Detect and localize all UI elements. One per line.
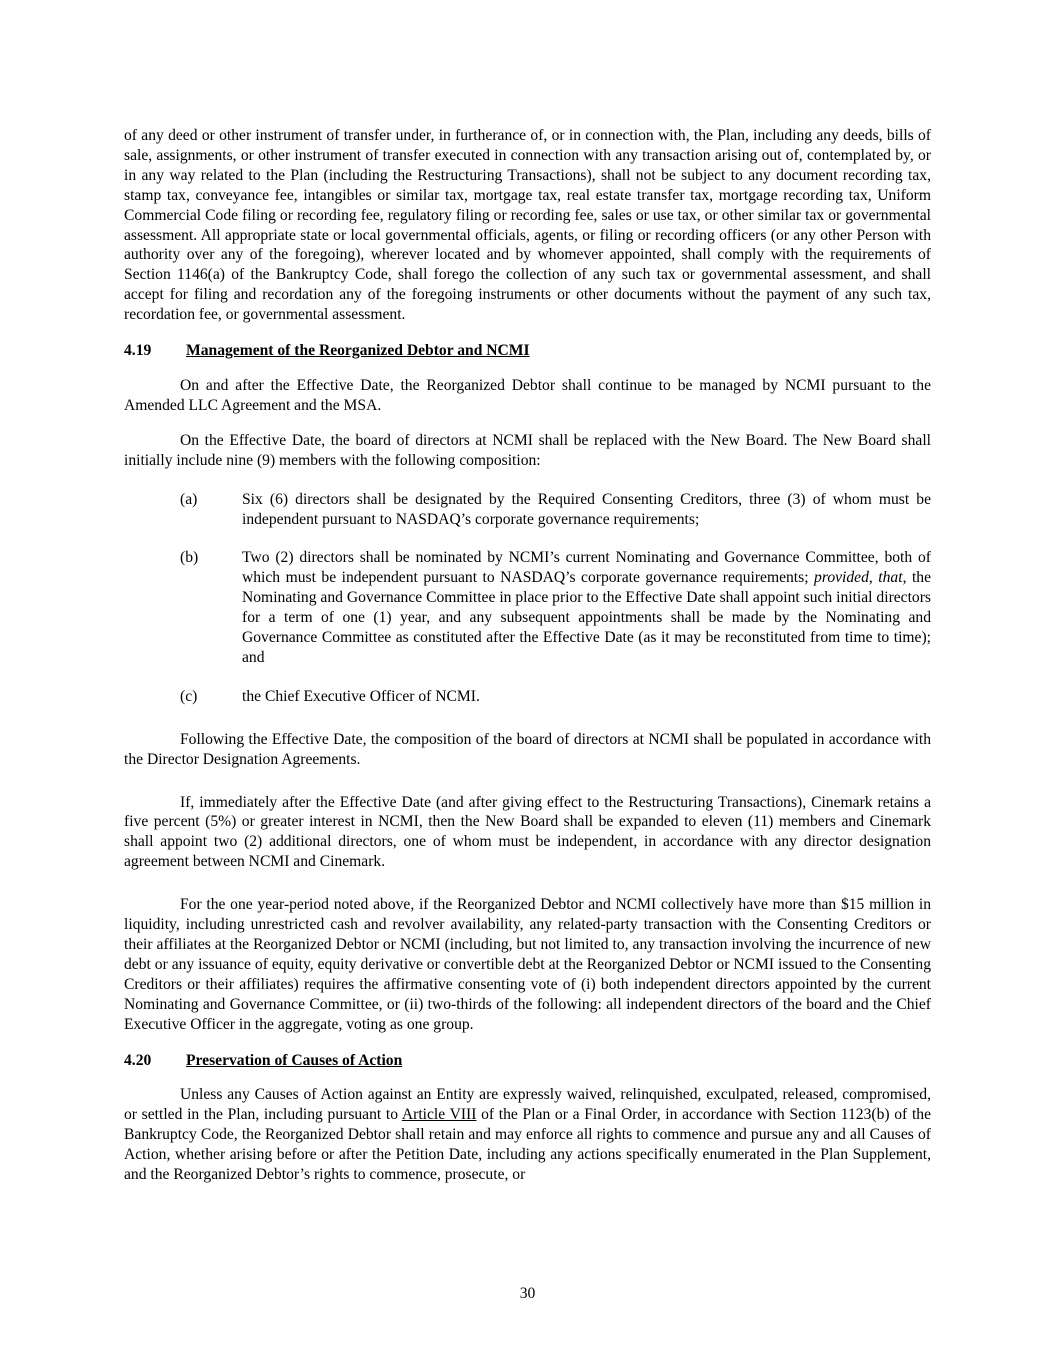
section-heading-4-20 xyxy=(124,1051,931,1071)
italic-term: provided xyxy=(814,569,869,587)
paragraph-following-effective-date: Following the Effective Date, the composition of the board of directors at NCMI shall be populated in accordance with the Director Designation Agreements. xyxy=(124,730,931,768)
list-item xyxy=(124,490,931,530)
list-item-text: the Chief Executive Officer of NCMI. xyxy=(242,687,480,705)
board-composition-list xyxy=(124,490,931,707)
section-number: 4.20 xyxy=(124,1051,152,1069)
list-item-text: Two (2) directors shall be nominated by NCMI’s current Nominating and Governance Committee, both of which must be independent pursuant to NASDAQ’s corporate governance requirements; provided, that, the Nominating and Governance Committee in place prior to the Effective Date shall appoint such initial directors for a term of one (1) year, and any subsequent appointments shall be made by the Nominating and Governance Committee as constituted after the Effective Date (as it may be reconstituted from time to time); and xyxy=(242,549,932,666)
paragraph-new-board: On the Effective Date, the board of directors at NCMI shall be replaced with the New Board. The New Board shall initially include nine (9) members with the following composition: xyxy=(124,431,931,469)
article-reference: Article VIII xyxy=(401,1106,477,1124)
paragraph-cinemark: If, immediately after the Effective Date (and after giving effect to the Restructuring Transactions), Cinemark retains a five percent (5%) or greater interest in NCMI, then the New Board shall be expanded to eleven (11) members and Cinemark shall appoint two (2) additional directors, one of whom must be independent, in accordance with any director designation agreement between NCMI and Cinemark. xyxy=(124,793,931,871)
page-number: 30 xyxy=(519,1285,536,1302)
paragraph-management: On and after the Effective Date, the Reorganized Debtor shall continue to be managed by NCMI pursuant to the Amended LLC Agreement and the MSA. xyxy=(124,376,931,414)
section-title: Management of the Reorganized Debtor and NCMI xyxy=(186,342,530,360)
section-number: 4.19 xyxy=(124,342,152,360)
list-item xyxy=(124,548,931,667)
list-item-label: (a) xyxy=(180,490,198,508)
list-item-label: (c) xyxy=(180,687,198,705)
list-item-label: (b) xyxy=(180,549,199,567)
italic-term: that xyxy=(878,569,903,587)
list-item-text: Six (6) directors shall be designated by the Required Consenting Creditors, three (3) of whom must be independent pursuant to NASDAQ’s corporate governance requirements; xyxy=(242,490,931,528)
section-title: Preservation of Causes of Action xyxy=(186,1051,403,1069)
continued-paragraph: of any deed or other instrument of transfer under, in furtherance of, or in connection with, the Plan, including any deeds, bills of sale, assignments, or other instrument of transfer executed in connection with any transaction arising out of, contemplated by, or in any way related to the Plan (including the Restructuring Transactions), shall not be subject to any document recording tax, stamp tax, conveyance fee, intangibles or similar tax, mortgage tax, real estate transfer tax, mortgage recording tax, Uniform Commercial Code filing or recording fee, regulatory filing or recording fee, sales or use tax, or other similar tax or governmental assessment. All appropriate state or local governmental officials, agents, or filing or recording officers (or any other Person with authority over any of the foregoing), wherever located and by whomever appointed, shall comply with the requirements of Section 1146(a) of the Bankruptcy Code, shall forego the collection of any such tax or governmental assessment, and shall accept for filing and recordation any of the foregoing instruments or other documents without the payment of any such tax, recordation fee, or governmental assessment. xyxy=(124,127,931,324)
section-heading-4-19 xyxy=(124,341,931,361)
list-item xyxy=(124,687,931,707)
paragraph-causes-of-action: Unless any Causes of Action against an Entity are expressly waived, relinquished, exculpated, released, compromised, or settled in the Plan, including pursuant to Article VIII of the Plan or a Final Order, in accordance with Section 1123(b) of the Bankruptcy Code, the Reorganized Debtor shall retain and may enforce all rights to commence and pursue any and all Causes of Action, whether arising before or after the Petition Date, including any actions specifically enumerated in the Plan Supplement, and the Reorganized Debtor’s rights to commence, prosecute, or xyxy=(124,1086,931,1184)
document-page xyxy=(124,126,931,1185)
paragraph-one-year-period: For the one year-period noted above, if the Reorganized Debtor and NCMI collectively have more than $15 million in liquidity, including unrestricted cash and revolver availability, any related-party transaction with the Consenting Creditors or their affiliates at the Reorganized Debtor or NCMI (including, but not limited to, any transaction involving the incurrence of new debt or any issuance of equity, equity derivative or convertible debt at the Reorganized Debtor or NCMI issued to the Consenting Creditors or their affiliates) requires the affirmative consenting vote of (i) both independent directors appointed by the current Nominating and Governance Committee, or (ii) two-thirds of the following: all independent directors of the board and the Chief Executive Officer in the aggregate, voting as one group. xyxy=(124,896,931,1033)
